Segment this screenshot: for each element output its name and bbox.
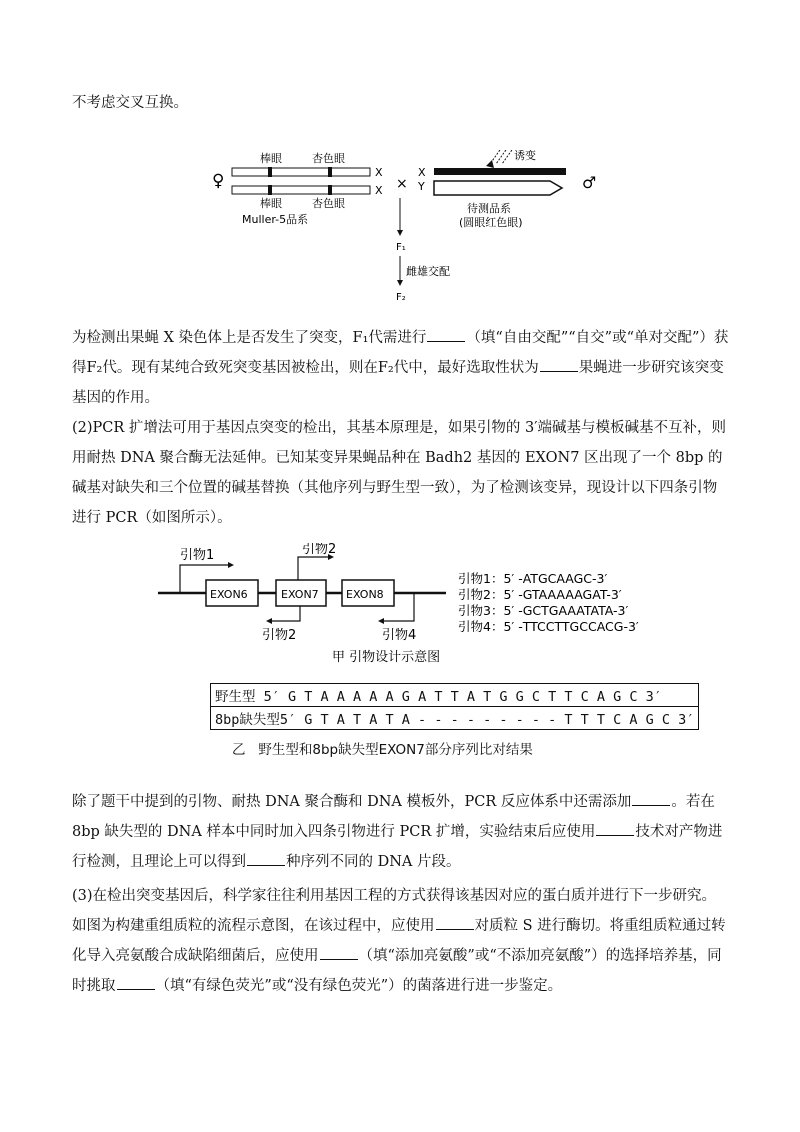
paragraph-3 — [72, 787, 730, 877]
intro-line: 不考虑交叉互换。 — [72, 95, 188, 111]
chromosome-x-top — [232, 168, 370, 176]
answer-blank[interactable] — [320, 945, 358, 960]
wild-type-sequence: 5′ G T A A A A A G A T T A T G G C T T C A G C 3′ — [263, 689, 662, 705]
tested-strain-phenotype: (圆眼红色眼) — [459, 216, 523, 229]
x-label-2: X — [375, 184, 383, 197]
figure-b-caption — [232, 738, 533, 758]
apricot-marker-bottom — [328, 185, 332, 195]
figure-b-caption-text: 野生型和8bp缺失型EXON7部分序列比对结果 — [258, 742, 533, 758]
apricot-marker-top — [328, 167, 332, 177]
paragraph-4 — [72, 881, 730, 1001]
answer-blank[interactable] — [540, 357, 578, 372]
muller5-cross-figure — [200, 150, 600, 305]
f1-arrowhead-icon — [397, 280, 403, 286]
mutagen-arrowhead-icon — [486, 160, 494, 168]
primer4-label: 引物4 — [382, 628, 417, 643]
answer-blank[interactable] — [117, 975, 155, 990]
female-symbol: ♀ — [212, 171, 225, 191]
bar-marker-top — [268, 167, 272, 177]
para3-text-a: 除了题干中提到的引物、耐热 DNA 聚合酶和 DNA 模板外，PCR 反应体系中还需添加 — [72, 794, 632, 810]
apricot-eye-label-bottom: 杏色眼 — [312, 197, 345, 210]
bar-eye-label-bottom: 棒眼 — [260, 197, 282, 210]
question-paragraph-2 — [72, 413, 730, 533]
mutant-row — [211, 707, 699, 730]
x-label-male: X — [418, 166, 426, 179]
question-paragraph-4 — [72, 881, 730, 1001]
para4-text-d: （填“有绿色荧光”或“没有绿色荧光”）的菌落进行进一步鉴定。 — [155, 978, 563, 994]
apricot-eye-label-top: 杏色眼 — [312, 152, 345, 165]
para4-text-a: (3)在检出突变基因后，科学家往往利用基因工程的方式获得该基因对应的蛋白质并进行下一步研究。如图为构建重组质粒的流程示意图，在该过程中，应使用 — [72, 888, 717, 934]
exon7-label: EXON7 — [281, 588, 319, 601]
answer-blank[interactable] — [427, 327, 465, 342]
mutagen-label: 诱变 — [514, 150, 536, 162]
intercross-label: 雌雄交配 — [406, 265, 450, 278]
para1-text-c: 果蝇进一步研究该突变基因的作用。 — [72, 360, 724, 406]
primer-design-figure — [150, 543, 670, 673]
bar-eye-label-top: 棒眼 — [260, 152, 282, 165]
male-symbol: ♂ — [582, 173, 597, 192]
paragraph-2: (2)PCR 扩增法可用于基因点突变的检出，其基本原理是，如果引物的 3′端碱基与模板碱基不互补，则用耐热 DNA 聚合酶无法延伸。已知某变异果蝇品种在 Badh2 基因的 EXON7 区出现了一个 8bp 的碱基对缺失和三个位置的碱基替换（其他序列与野生型一致），为了检测该变异，现设计以下四条引物进行 PCR（如图所示）。 — [72, 420, 727, 526]
table-row — [211, 684, 699, 707]
answer-blank[interactable] — [247, 851, 285, 866]
para3-text-d: 种序列不同的 DNA 片段。 — [286, 854, 461, 870]
y-label-male: Y — [418, 180, 425, 193]
chromosome-x-male — [434, 168, 566, 175]
primer2-reverse-arrow — [270, 606, 300, 621]
primer-list-1: 引物1：5′ -ATGCAAGC-3′ — [458, 571, 608, 586]
question-paragraph-3 — [72, 787, 730, 877]
cross-arrowhead-icon — [397, 230, 403, 236]
para1-text-a: 为检测出果蝇 X 染色体上是否发生了突变，F₁代需进行 — [72, 330, 427, 346]
tested-strain-label: 待测品系 — [467, 202, 511, 215]
para3-text-b: 。若在 8bp 缺失型的 DNA 样本中同时加入四条引物进行 PCR 扩增，实验结束后应使用 — [72, 794, 715, 840]
para4-text-c: （填“添加亮氨酸”或“不添加亮氨酸”）的选择培养基，同时挑取 — [72, 948, 722, 994]
primer2-top-label: 引物2 — [302, 543, 337, 557]
primer2-bottom-label: 引物2 — [262, 628, 297, 643]
mutant-sequence: 5′ G T A T A T A - - - - - - - - - T T T C A G C 3′ — [279, 712, 695, 728]
chromosome-y-male — [434, 181, 562, 195]
primer2-forward-arrow — [298, 557, 330, 580]
cross-symbol: × — [396, 176, 408, 192]
wild-type-label: 野生型 — [215, 689, 256, 705]
primer1-label: 引物1 — [180, 548, 215, 563]
para4-text-b: 对质粒 S 进行酶切。将重组质粒通过转化导入亮氨酸合成缺陷细菌后，应使用 — [72, 918, 726, 964]
figure-a-caption: 甲 引物设计示意图 — [332, 650, 441, 665]
primer-list-4: 引物4：5′ -TTCCTTGCCACG-3′ — [458, 619, 639, 634]
x-label-1: X — [375, 166, 383, 179]
primer4-arrowhead-icon — [378, 618, 384, 624]
para3-text-c: 技术对产物进行检测，且理论上可以得到 — [72, 824, 723, 870]
sequence-alignment-table — [210, 683, 699, 730]
table-row — [211, 707, 699, 730]
exon8-label: EXON8 — [346, 588, 384, 601]
primer1-arrowhead-icon — [228, 562, 234, 568]
exon6-label: EXON6 — [210, 588, 248, 601]
chromosome-x-bottom — [232, 186, 370, 194]
para1-text-b: （填“自由交配”“自交”或“单对交配”）获得F₂代。现有某纯合致死突变基因被检出，则在F₂代中，最好选取性状为 — [72, 330, 729, 376]
answer-blank[interactable] — [436, 915, 474, 930]
paragraph-1 — [72, 323, 730, 413]
f2-label: F₂ — [396, 292, 406, 303]
answer-blank[interactable] — [596, 821, 634, 836]
intro-text — [72, 88, 730, 118]
bar-marker-bottom — [268, 185, 272, 195]
question-paragraph-1 — [72, 323, 730, 413]
muller5-strain-label: Muller-5品系 — [242, 213, 309, 226]
primer-list-2: 引物2：5′ -GTAAAAAGAT-3′ — [458, 587, 622, 602]
f1-label: F₁ — [396, 242, 406, 253]
answer-blank[interactable] — [632, 791, 670, 806]
figure-b-mark: 乙 — [232, 742, 246, 758]
wild-type-row — [211, 684, 699, 707]
primer-list-3: 引物3：5′ -GCTGAAATATA-3′ — [458, 603, 629, 618]
mutant-label: 8bp缺失型 — [215, 712, 280, 728]
primer2-reverse-arrowhead-icon — [266, 618, 272, 624]
